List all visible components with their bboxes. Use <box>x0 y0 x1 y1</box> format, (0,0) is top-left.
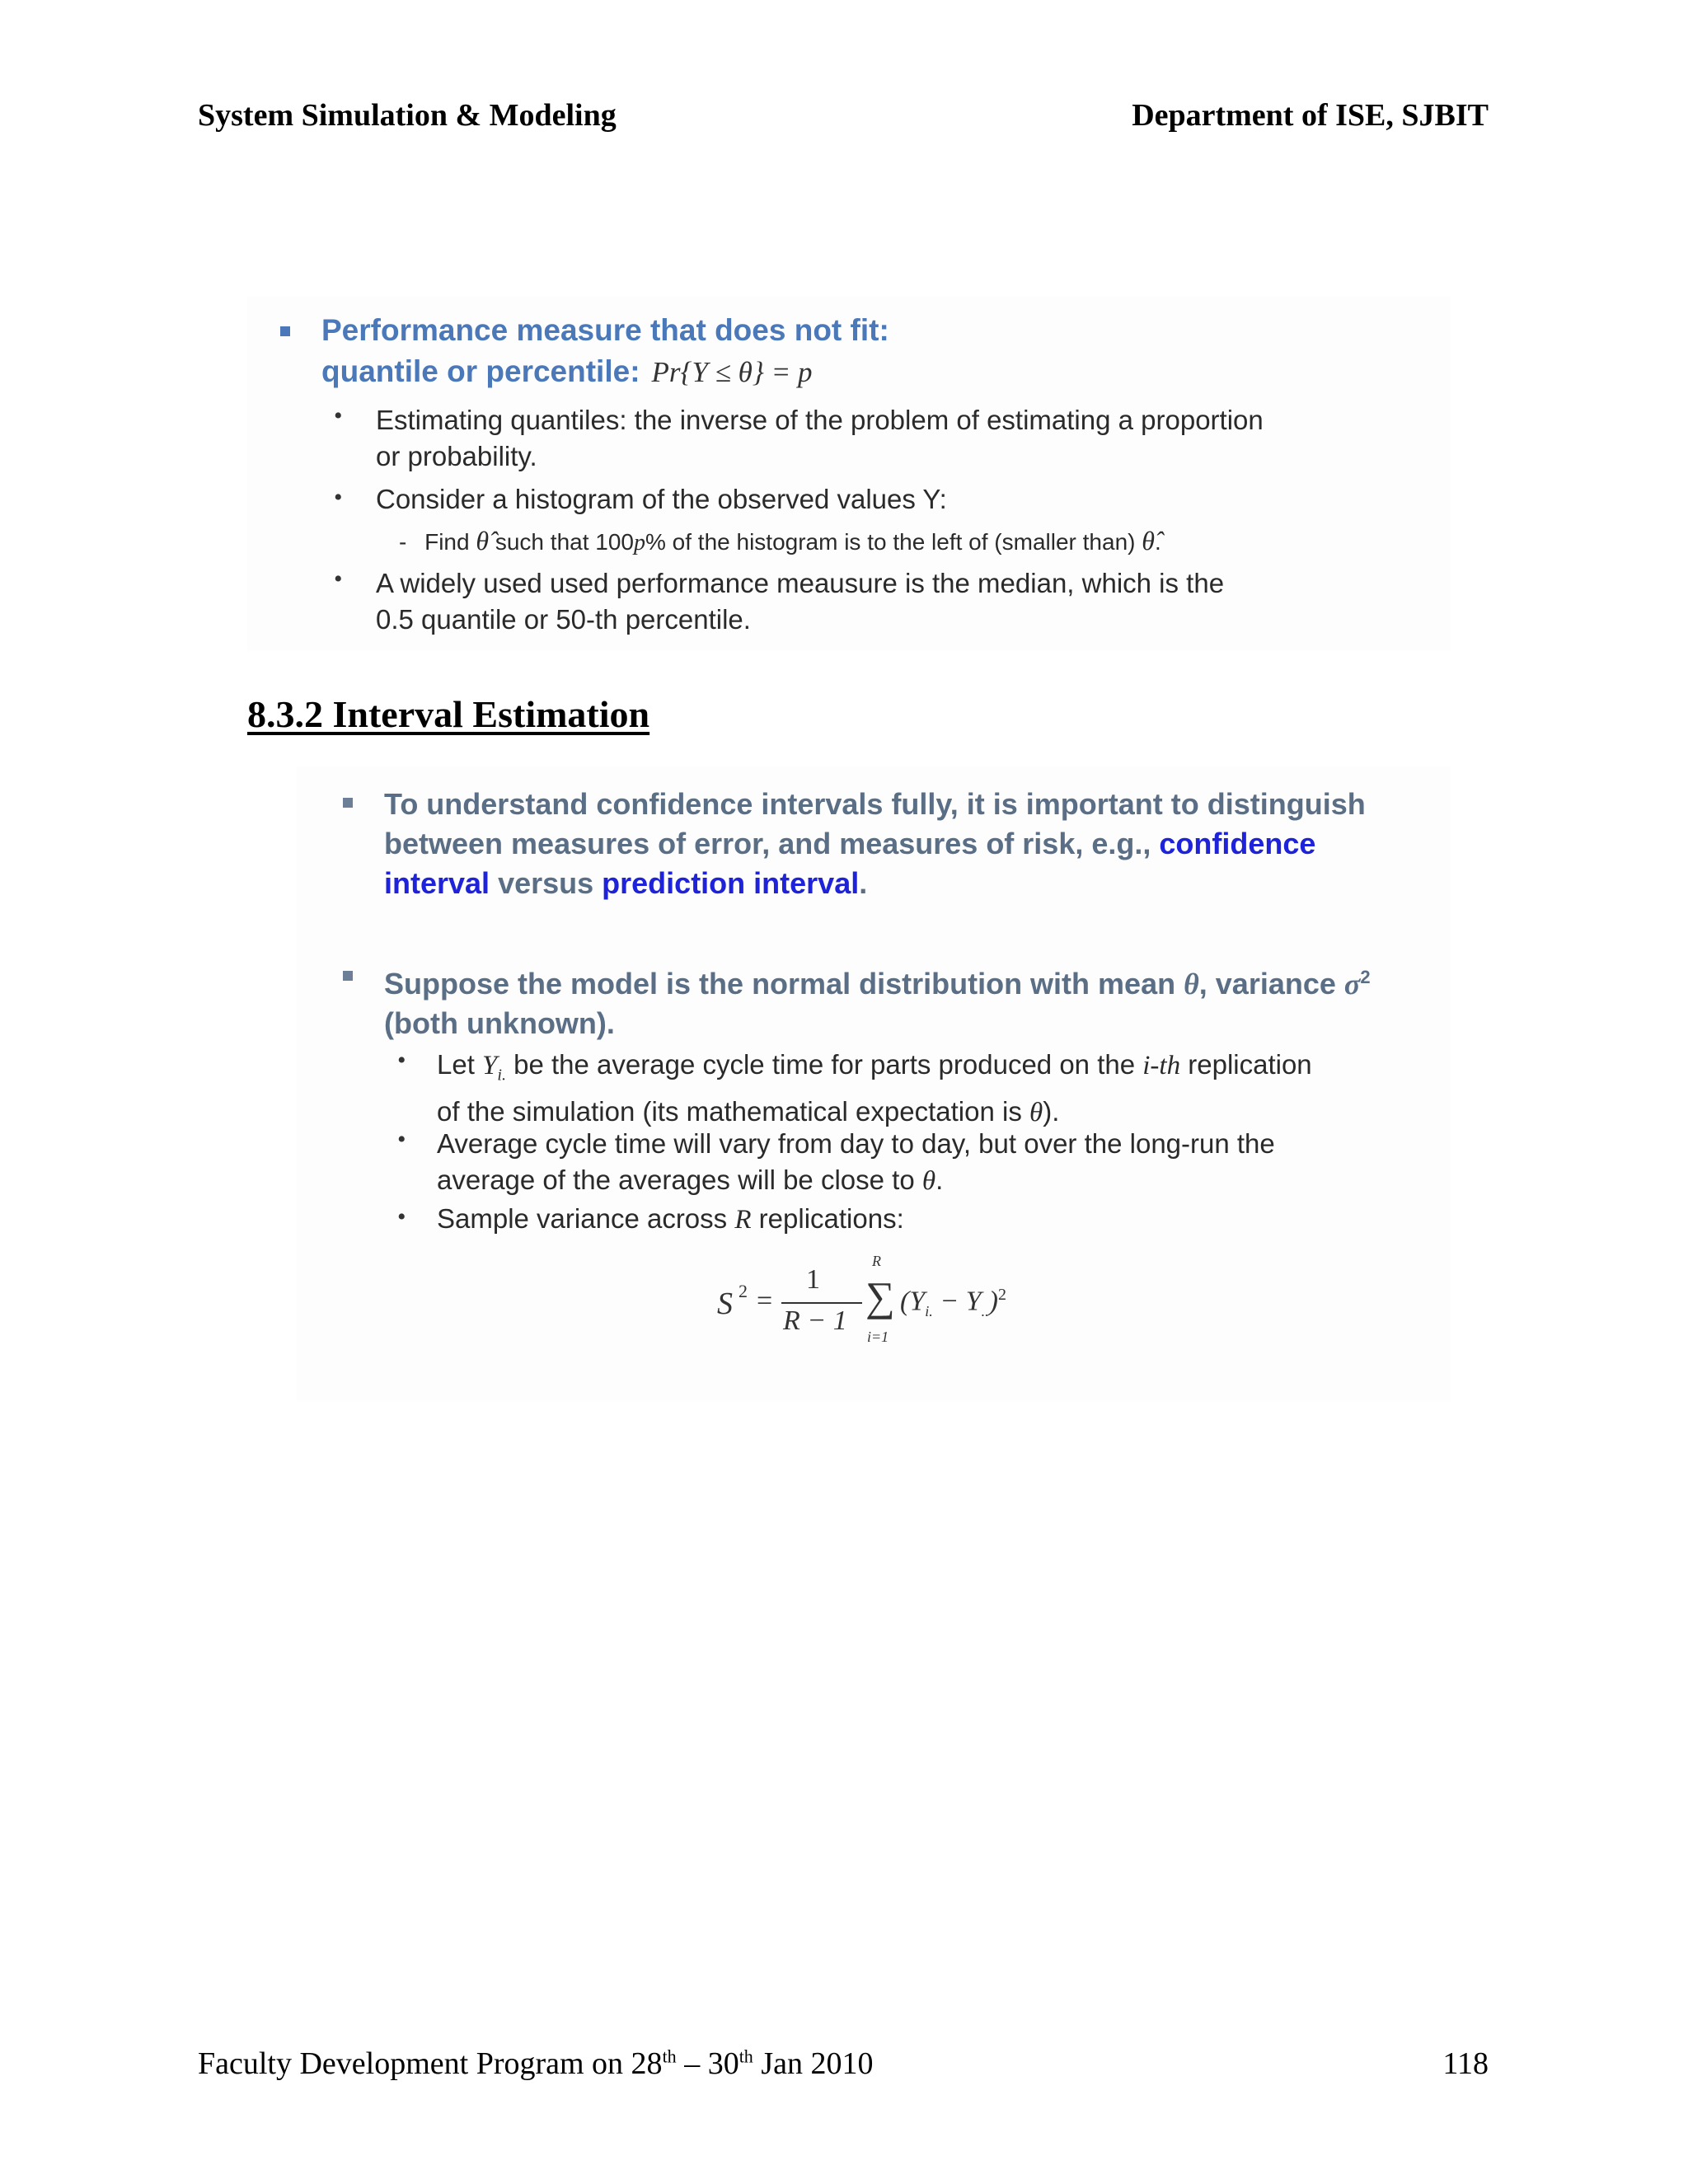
slide2-bullet3: Sample variance across R replications: <box>437 1203 904 1235</box>
sample-variance-formula: S 2 = 1 R − 1 ∑ R i=1 $(Y_{i.} - Y_{..})^2$ <box>717 1253 1006 1345</box>
fraction-bar <box>781 1302 862 1304</box>
slide1-title-line1: Performance measure that does not fit: <box>321 313 889 347</box>
bullet-dot-icon: • <box>397 1047 406 1074</box>
slide1-bullet3 <box>376 565 1224 638</box>
slide1-bullet3-line1: A widely used used performance meausure is the median, which is the <box>376 568 1225 598</box>
section-heading: 8.3.2 Interval Estimation <box>247 693 650 735</box>
theta-hat-symbol: θ̂ <box>476 526 490 555</box>
slide1-bullet2: Consider a histogram of the observed values Y: <box>376 484 947 514</box>
slide1-title-line2 <box>321 354 813 389</box>
slide2-paragraph1: To understand confidence intervals fully, it is important to distinguish between measures of error, and measures of risk, e.g., confidence interval versus prediction interval. <box>384 787 1366 900</box>
interval-term: interval <box>384 866 490 900</box>
slide2-bullet2: Average cycle time will vary from day to day, but over the long-run the average of the averages will be close to θ. <box>437 1128 1275 1196</box>
confidence-term: confidence <box>1159 827 1316 860</box>
square-bullet-icon <box>343 971 353 981</box>
theta-hat-symbol: θ̂ <box>1142 526 1155 555</box>
square-bullet-icon <box>280 326 290 336</box>
slide2-bullet1: Let $Y_{i.}$ be the average cycle time for parts produced on the i-th replication of the simulation (its mathematical expectation is θ). <box>437 1049 1312 1127</box>
bullet-dot-icon: • <box>334 565 343 593</box>
summation-symbol: ∑ <box>865 1273 895 1319</box>
bullet-dot-icon: • <box>334 402 343 429</box>
slide2-paragraph2: Suppose the model is the normal distribution with mean θ, variance $\sigma^2$ (both unknown). <box>384 967 1371 1040</box>
header-department: Department of ISE, SJBIT <box>1132 98 1489 133</box>
bullet-dot-icon: • <box>397 1126 406 1153</box>
bullet-dot-icon: • <box>397 1203 406 1230</box>
header-course-title: System Simulation & Modeling <box>198 98 617 133</box>
footer-program: Faculty Development Program on 28th – 30th Jan 2010 <box>198 2046 874 2081</box>
square-bullet-icon <box>343 798 353 808</box>
quantile-formula: Pr{Y ≤ θ} = p <box>651 356 813 388</box>
bullet-dot-icon: • <box>334 484 343 511</box>
slide1-bullet3-line2: 0.5 quantile or 50-th percentile. <box>376 604 751 635</box>
slide1-bullet1-line1: Estimating quantiles: the inverse of the problem of estimating a proportion <box>376 405 1264 435</box>
page-number: 118 <box>1442 2046 1489 2081</box>
slide1-subbullet: - Find θ̂ such that 100p% of the histogram is to the left of (smaller than) θ̂. <box>399 526 1161 555</box>
slide1-bullet1-line2: or probability. <box>376 441 537 471</box>
slide1-bullet1 <box>376 402 1264 475</box>
dash-bullet-icon: - <box>399 529 407 555</box>
prediction-interval-term: prediction interval <box>602 866 860 900</box>
slide1-title-quantile: quantile or percentile: <box>321 354 640 388</box>
